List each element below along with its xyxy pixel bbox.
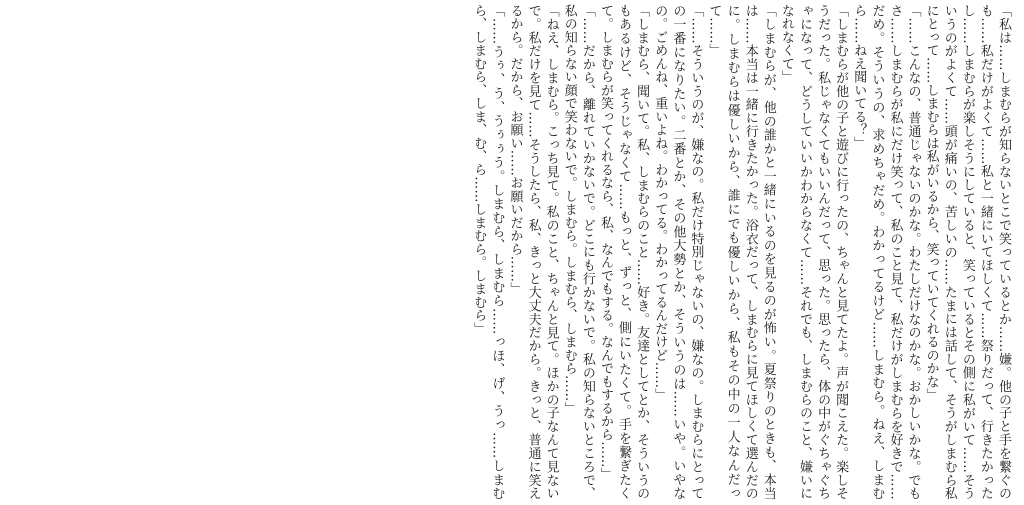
paragraph: 「しまむら、聞いて。私、しまむらのこと……好き。友達としてとか、そういうのもあるけど、そうじゃなくて……もっと、ずっと、側にいたくて。手を繋ぎたくて。しまむらが笑ってくれるなら、私、なんでもする。なんでもするから……」 bbox=[597, 4, 650, 500]
paragraph: 「ねえ、しまむら。こっち見て。私のこと、ちゃんと見て。ほかの子なんて見ないで。私だけを見て……そうしたら、私、きっと大丈夫だから。きっと、普通に笑えるから。だから、お願い……お願いだから……」 bbox=[507, 4, 559, 500]
paragraph: 「……こんなの、普通じゃないのかな。わたしだけなのかな。おかしいかな。でもさ……しまむらが私にだけ笑って、私のこと見て、私だけがしまむらを好きで……だめ。そういうの、求めちゃだめ。わかってるけど……しまむら。ねえ、しまむら……ねえ聞いてる？」 bbox=[851, 4, 921, 500]
paragraph: 「……そういうのが、嫌なの。私だけ特別じゃないの、嫌なの。しまむらにとっての一番になりたい。二番とか、その他大勢とか、そういうのは……いや。いやなの。ごめんね、重いよね。わかってる。わかってるんだけど……」 bbox=[652, 4, 704, 500]
paragraph: 「……だから、離れていかないで。どこにも行かないで。私の知らないところで、私の知らない顔で笑わないで。しまむら。しまむら、しまむら……」 bbox=[561, 4, 595, 500]
paragraph: 「私は……しまむらが知らないとこで笑っているとか……嫌。他の子と手を繋ぐのも……私だけがよくて……私と一緒にいてほしくて……祭りだって、行きたかったし……しまむらが楽しそうにしていると、笑っているとその側に私がいて……そういうのがよくて……頭が痛いの、苦しいの……たまには話して、そうがしまむら私にとって……しまむらは私がいるから、笑っていてくれるのかな」 bbox=[923, 4, 1011, 500]
vertical-text-body bbox=[12, 4, 1012, 500]
paragraph: 「……うぅ、う、うぅぅう。しまむら、しまむら……っほ、げ、うっ……しまむら、しまむら、しま、む、ら……しまむら。しまむら」 bbox=[471, 4, 505, 500]
paragraph: 「しまむらが他の子と遊びに行ったの、ちゃんと見てたよ。声が聞こえた。楽しそうだった。私じゃなくてもいいんだって、思った。思ったら、体の中がぐちゃぐちゃになって、どうしていいかわからなくて……それでも、しまむらのこと、嫌いになれなくて」 bbox=[778, 4, 849, 500]
paragraph: 「しまむらが、他の誰かと一緒にいるのを見るのが怖い。夏祭りのときも、本当は……本当は一緒に行きたかった。浴衣だって、しまむらに見てほしくて選んだのに。しまむらは優しいから、誰にでも優しいから、私もその中の一人なんだって……」 bbox=[706, 4, 776, 500]
